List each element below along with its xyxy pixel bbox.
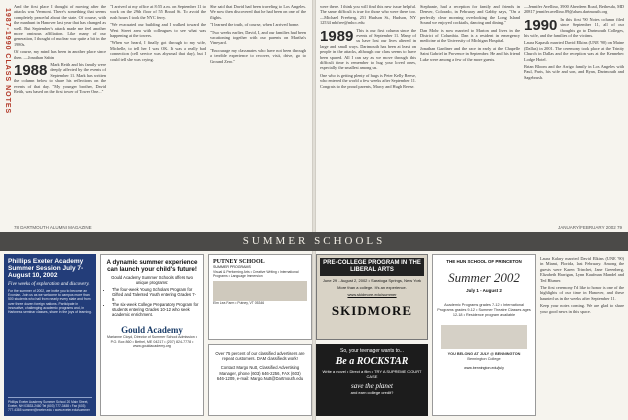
ad-question: So, your teenager wants to... <box>340 348 404 354</box>
ad-title: PUTNEY SCHOOL <box>213 259 265 265</box>
column-paragraph: She said that David had been traveling to Los Angeles. We now then discovered that he had been on one of the flights. <box>210 4 306 20</box>
ad-body: Academic Programs grades 7-12 • International Programs grades 9-12 • Summer Theatre Classes ages 12-18 • Residence program available <box>437 303 531 317</box>
ad-photo <box>213 281 307 301</box>
column-paragraph: Of course, my mind has been in another place since then. —Jonathan Sabin <box>14 49 106 60</box>
list-item: • The four-week Young Scholars Program for Gifted and Talented Youth entering Grades 7-9. <box>112 287 199 302</box>
ad-save-line: save the planet <box>351 382 393 390</box>
gould-logo: Gould Academy <box>121 325 183 335</box>
column-paragraph: Brian Bloom and the Arrigo family in Los Angeles with Paul, Paris, his wife and son, and Ryan, Dartmouth and Sagebrush. <box>524 64 624 80</box>
column-paragraph: Stephanie, had a reception for family and friends in Denver, Colorado, in February and Gabby says, "On a perfectly clear morning overlooking the Long Island Sound we enjoyed cocktails, dancing and dining." <box>420 4 520 26</box>
ad-address: Marianne Cloyd, Director of Summer School Admission • P.O. Box 860 • Bethel, ME 04217 • (207) 824-7778 • www.gouldacademy.org <box>107 335 197 348</box>
notes-column-4 <box>320 4 416 222</box>
bennington-name: Bennington College <box>467 357 501 362</box>
column-paragraph: "Two weeks earlier, David, I, and our families had been vacationing together with our parents on Martha's Vineyard. <box>210 29 306 46</box>
class-year-heading: 1988 <box>14 62 48 80</box>
column-paragraph: were there. I think you will find this new issue helpful. The same difficult is true for those who were there too. —Michael Freeberg, 251 Hudson St., Hudson, NY 12534 mbfree@mhcc.edu <box>320 4 416 26</box>
notes-column-2 <box>110 4 206 222</box>
notes-column-6 <box>524 4 624 222</box>
column-paragraph: "Encourage my classmates who have not been through a terrible experience to recover, visit, drive, go to Ground Zero." <box>210 47 306 64</box>
ad-subtitle: Summer Session July 7-August 10, 2002 <box>8 265 84 279</box>
class-year-heading: 1989 <box>320 27 354 45</box>
page-folio-left: 78 DARTMOUTH ALUMNI MAGAZINE <box>14 225 92 230</box>
classified-pitch: Over 75 percent of our classified advertisers are repeat customers. DAM classifieds work! <box>215 351 305 362</box>
ad-title: Phillips Exeter Academy <box>8 258 84 265</box>
ad-photo <box>441 325 527 349</box>
classified-info-box <box>208 344 312 416</box>
skidmore-logo: SKIDMORE <box>331 303 413 318</box>
column-paragraph: "I arrived at my office at 8:55 a.m. on September 11 to work on the 29th floor of 55 Broad St. To avoid the rush hours I took the NYC ferry. <box>110 4 206 20</box>
page-folio-right: JANUARY/FEBRUARY 2002 79 <box>557 225 622 230</box>
notes-column-7 <box>540 256 624 406</box>
column-paragraph: One who is getting plenty of hugs is Peter Kelly Reese, who entered the world a few weeks after September 11. Congrats to the proud parents, Marcy and Hugh Reese. <box>320 72 416 89</box>
ad-title: Summer 2002 <box>448 270 520 285</box>
column-paragraph: Laura Kalary married David Elkins (UNE '90) in Miami, Florida, last February. Among the guests were Karen Trinchet, Jane Greenberg, Elizabeth Harrigan, Lynn Kaufman Mandel and Ted Blumer. <box>540 256 624 283</box>
exeter-summer-ad[interactable] <box>4 254 96 416</box>
notes-column-5 <box>420 4 520 222</box>
ad-header: THE HUN SCHOOL OF PRINCETON <box>446 259 522 264</box>
column-paragraph: Laura Kapasik married David Elkins (UNE '90) on Maine (Dallas) in 2001. The ceremony took place at the Trinity Church in Dallas and the reception was at the Kennebec Lodge Hotel. <box>524 40 624 62</box>
ad-headline: A dynamic summer experience can launch your child's future! <box>106 259 198 273</box>
column-paragraph: And the first place I thought of moving after the attacks was Vermont. There's something that seems completely peaceful about the state. Of course, with the manhunt in Hanover last year that has changed as well. But September's attack made me feel another more ominous affiliation. Like many of our generation, I thought of nuclear war quite a bit in the 1980s. <box>14 4 106 47</box>
column-paragraph: In this first '90 Notes column filed since September 11, all of our thoughts go to Dartmouth Colleges, his wife, and the families of the victims. <box>524 16 624 39</box>
ad-credit-line: and earn college credit? <box>350 390 394 395</box>
notes-column-3 <box>210 4 306 222</box>
skidmore-precollege-ad[interactable] <box>316 254 428 340</box>
ad-subtitle: SUMMER PROGRAMS <box>213 265 251 269</box>
class-notes-side-tab: 1987-1990 CLASS NOTES <box>4 8 11 115</box>
column-paragraph: Mark Reith and his family were deeply affected by the events of September 11. Mark has written the column below to share his reflections on the events of that day. "My younger brother, David Reith, was based on the first tower of Tower One..." <box>14 62 106 95</box>
ad-url[interactable]: www.bennington.edu/july <box>464 365 504 370</box>
column-paragraph: "We evacuated our building and I walked toward the West Street area with colleagues to see what was happening at the towers. <box>110 22 206 39</box>
hun-summer-ad[interactable] <box>432 254 536 416</box>
classified-contact: Contact Margo Nutt, Classified Advertising Manager, phone (603) 646-2256, FAX (603) 646-1209, e-mail: Margo.Nutt@Dartmouth.edu <box>216 365 304 381</box>
column-paragraph: "I learned the truth, of course, when I arrived home. <box>210 22 300 28</box>
ad-tagline: Five weeks of exploration and discovery. <box>8 282 90 287</box>
ad-headline: Be a ROCKSTAR <box>335 356 409 367</box>
ad-url[interactable]: www.skidmore.edu/summer <box>347 292 397 297</box>
putney-school-ad[interactable] <box>208 254 312 340</box>
column-paragraph: The first ceremony I'd like to honor is one of the highlights of our time in Hanover, and these haunted us in the weeks after September 11. <box>540 285 624 301</box>
column-paragraph: Keep your notes coming. We are glad to share your good news in this space. <box>540 303 624 314</box>
column-paragraph: Jonathan Gardiner and the race in early at the Chapelle Saint Gabriel in Provence in September. He and his friend Luke were among a few of the more guests. <box>420 45 520 62</box>
ad-tagline: More than a college. It's an experience. <box>337 285 407 290</box>
column-paragraph: —Jennifer Avellino, 3900 Aberdeen Road, Bethesda, MD 20817 jennifer.avellino.89@alum.dartmouth.org <box>524 4 624 15</box>
bennington-cta: YOU BELONG AT JULY @ BENNINGTON <box>447 352 521 357</box>
ad-dates: June 29 - August 2, 2002 • Saratoga Springs, New York <box>322 278 422 283</box>
list-item: • The six-week College Preparatory Program for students entering Grades 10-12 who seek academic enrichment. <box>112 302 199 317</box>
ad-dates: July 1 - August 2 <box>466 288 502 293</box>
ad-body: Write a novel • Direct a film • TRY A SUPREME COURT CASE <box>322 369 422 379</box>
class-year-heading: 1990 <box>524 16 558 34</box>
column-paragraph: This is our first column since the events of September 11. Many of us have lost our lives altered in large and small ways. Dartmouth has been at least on people in the attacks, although our class seems to have been spared. All I can say as we move through this difficult time is remember to hug your loved ones, especially the smallest among us. <box>320 27 416 71</box>
program-list <box>105 287 199 317</box>
ad-contact: Elm Lea Farm • Putney, VT 05346 <box>213 301 265 306</box>
column-paragraph: Dan Mohr is now married to Marion and lives in the District of Columbia. Dan is a resident in emergency medicine at the University of Michigan Hospital. <box>420 27 520 44</box>
ad-body: Visual & Performing Arts • Creative Writing • International Programs • Language Immersion <box>213 270 299 279</box>
column-paragraph: "When we heard, I finally got through to my wife, Michelle, to tell her I was OK. It was a really bad connection (cell service was abysmal that day), but I could tell she was crying. <box>110 40 206 62</box>
ad-subhead: Gould Academy Summer Schools offers two unique programs: <box>111 275 193 285</box>
rockstar-ad[interactable] <box>316 344 428 416</box>
ad-contact: Phillips Exeter Academy Summer School 20 Main Street, Exeter, NH 03833-2460 Tel (603) 777-3488 • Fax (603) 777-4385 summer@exeter.edu • www.exeter.edu/summer <box>8 397 92 412</box>
ad-header: PRE-COLLEGE PROGRAM IN THE LIBERAL ARTS <box>320 258 424 276</box>
summer-schools-banner: SUMMER SCHOOLS <box>0 232 628 251</box>
notes-column-1 <box>14 4 106 222</box>
ad-body: For the summer of 2002, we invite you to become an Exonian. Join us as we welcome to campus more than 500 students who hail from nearly every state and from over three dozen foreign nations. Participate in innovative, challenging academic programs and, in Harkness seminar classes, share in the joys of learning. <box>8 289 92 315</box>
gould-academy-ad[interactable] <box>100 254 204 416</box>
